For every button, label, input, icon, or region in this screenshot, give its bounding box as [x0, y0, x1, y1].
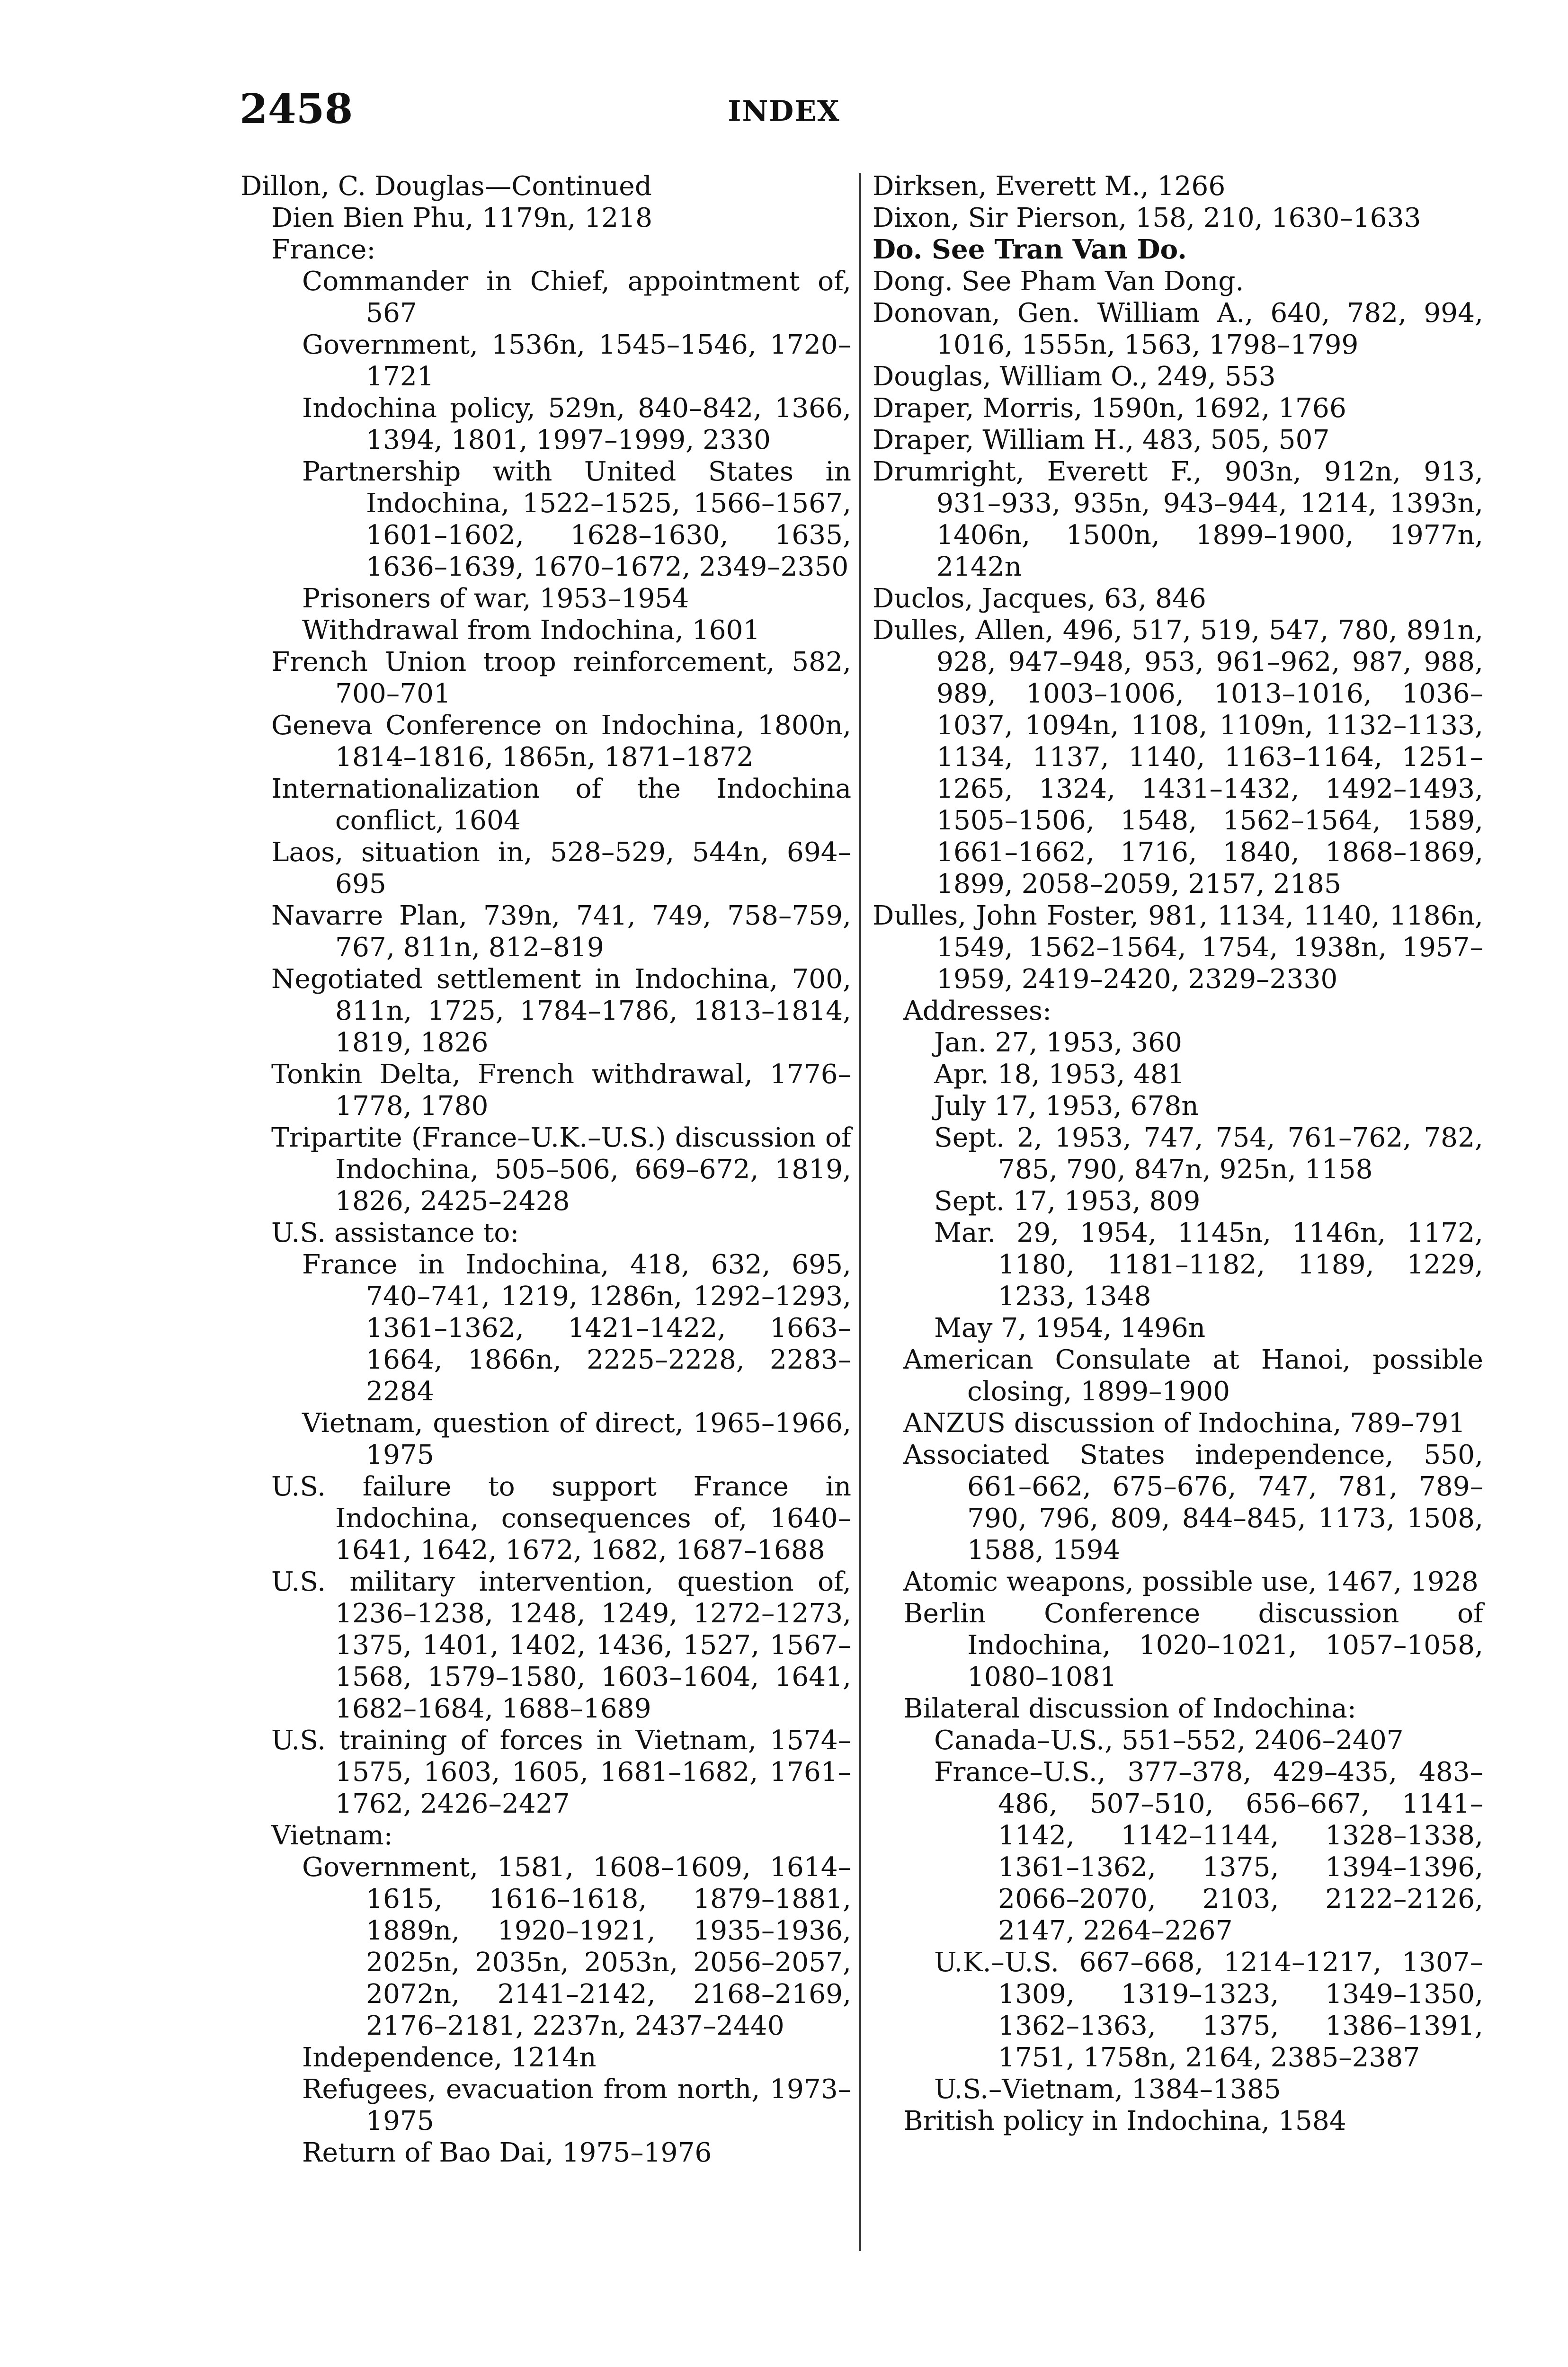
index-entry: Bilateral discussion of Indochina: [903, 1693, 1356, 1724]
index-entry: France–U.S., 377–378, 429–435, 483–486, 507–510, 656–667, 1141–1142, 1142–1144, 1328–1338, 1361–1362, 1375, 1394–1396, 2066–2070, 2103, 2122–2126, 2147, 2264–2267 [934, 1757, 1483, 1946]
index-entry: Dixon, Sir Pierson, 158, 210, 1630–1633 [873, 203, 1421, 233]
index-entry: Duclos, Jacques, 63, 846 [873, 583, 1206, 614]
index-entry: U.S. failure to support France in Indochina, consequences of, 1640–1641, 1642, 1672, 1682, 1687–1688 [271, 1471, 851, 1566]
index-entry: Internationalization of the Indochina conflict, 1604 [271, 774, 851, 836]
index-entry: Vietnam: [271, 1820, 393, 1851]
index-entry: Government, 1536n, 1545–1546, 1720–1721 [302, 329, 851, 392]
index-entry: Tonkin Delta, French withdrawal, 1776–1778, 1780 [271, 1059, 851, 1121]
index-entry: Dillon, C. Douglas—Continued [241, 171, 652, 202]
index-entry: Partnership with United States in Indochina, 1522–1525, 1566–1567, 1601–1602, 1628–1630, 1635, 1636–1639, 1670–1672, 2349–2350 [302, 456, 851, 582]
index-entry: U.S. military intervention, question of, 1236–1238, 1248, 1249, 1272–1273, 1375, 1401, 1402, 1436, 1527, 1567–1568, 1579–1580, 1603–1604, 1641, 1682–1684, 1688–1689 [271, 1566, 851, 1724]
index-entry: Vietnam, question of direct, 1965–1966, 1975 [302, 1408, 851, 1470]
index-entry: Negotiated settlement in Indochina, 700, 811n, 1725, 1784–1786, 1813–1814, 1819, 1826 [271, 964, 851, 1058]
index-entry: Commander in Chief, appointment of, 567 [302, 266, 851, 329]
index-entry: Return of Bao Dai, 1975–1976 [302, 2137, 712, 2168]
index-entry: Sept. 17, 1953, 809 [934, 1186, 1201, 1217]
index-entry: Draper, William H., 483, 505, 507 [873, 425, 1330, 455]
index-entry: Apr. 18, 1953, 481 [934, 1059, 1185, 1090]
index-entry: Withdrawal from Indochina, 1601 [302, 615, 760, 646]
index-entry: France: [271, 234, 376, 265]
index-entry: Dien Bien Phu, 1179n, 1218 [271, 203, 653, 233]
index-entry: Donovan, Gen. William A., 640, 782, 994, 1016, 1555n, 1563, 1798–1799 [873, 298, 1483, 360]
index-entry: Government, 1581, 1608–1609, 1614–1615, 1616–1618, 1879–1881, 1889n, 1920–1921, 1935–1936, 2025n, 2035n, 2053n, 2056–2057, 2072n, 2141–2142, 2168–2169, 2176–2181, 2237n, 2437–2440 [302, 1852, 851, 2041]
index-entry: U.S. training of forces in Vietnam, 1574–1575, 1603, 1605, 1681–1682, 1761–1762, 2426–2427 [271, 1725, 851, 1819]
column-divider [859, 173, 861, 2251]
right-index-column [873, 170, 1483, 2137]
index-entry: U.S.–Vietnam, 1384–1385 [934, 2074, 1281, 2105]
index-entry: Associated States independence, 550, 661–662, 675–676, 747, 781, 789–790, 796, 809, 844–845, 1173, 1508, 1588, 1594 [903, 1440, 1483, 1566]
index-entry: France in Indochina, 418, 632, 695, 740–741, 1219, 1286n, 1292–1293, 1361–1362, 1421–1422, 1663–1664, 1866n, 2225–2228, 2283–2284 [302, 1249, 851, 1407]
index-entry: Refugees, evacuation from north, 1973–1975 [302, 2074, 851, 2136]
index-entry: Atomic weapons, possible use, 1467, 1928 [903, 1566, 1479, 1597]
index-entry: Jan. 27, 1953, 360 [934, 1027, 1183, 1058]
index-entry: U.K.–U.S. 667–668, 1214–1217, 1307–1309, 1319–1323, 1349–1350, 1362–1363, 1375, 1386–1391, 1751, 1758n, 2164, 2385–2387 [934, 1947, 1483, 2073]
index-entry: Do. See Tran Van Do. [873, 234, 1187, 265]
index-entry: July 17, 1953, 678n [934, 1091, 1199, 1121]
index-entry: ANZUS discussion of Indochina, 789–791 [903, 1408, 1466, 1439]
index-entry: Douglas, William O., 249, 553 [873, 361, 1276, 392]
index-entry: American Consulate at Hanoi, possible closing, 1899–1900 [903, 1344, 1483, 1407]
index-entry: British policy in Indochina, 1584 [903, 2106, 1346, 2136]
index-entry: Dong. See Pham Van Dong. [873, 266, 1244, 297]
index-entry: Dulles, Allen, 496, 517, 519, 547, 780, 891n, 928, 947–948, 953, 961–962, 987, 988, 989, 1003–1006, 1013–1016, 1036–1037, 1094n, 1108, 1109n, 1132–1133, 1134, 1137, 1140, 1163–1164, 1251–1265, 1324, 1431–1432, 1492–1493, 1505–1506, 1548, 1562–1564, 1589, 1661–1662, 1716, 1840, 1868–1869, 1899, 2058–2059, 2157, 2185 [873, 615, 1483, 899]
index-entry: Drumright, Everett F., 903n, 912n, 913, 931–933, 935n, 943–944, 1214, 1393n, 1406n, 1500n, 1899–1900, 1977n, 2142n [873, 456, 1483, 582]
left-index-column [241, 170, 851, 2169]
index-entry: Addresses: [903, 996, 1052, 1026]
index-entry: Tripartite (France–U.K.–U.S.) discussion of Indochina, 505–506, 669–672, 1819, 1826, 2425–2428 [271, 1122, 851, 1217]
index-entry: Berlin Conference discussion of Indochina, 1020–1021, 1057–1058, 1080–1081 [903, 1598, 1483, 1692]
index-entry: French Union troop reinforcement, 582, 700–701 [271, 647, 851, 709]
page-title: INDEX [728, 95, 840, 128]
index-entry: Navarre Plan, 739n, 741, 749, 758–759, 767, 811n, 812–819 [271, 900, 851, 963]
index-entry: Indochina policy, 529n, 840–842, 1366, 1394, 1801, 1997–1999, 2330 [302, 393, 851, 455]
index-entry: Dulles, John Foster, 981, 1134, 1140, 1186n, 1549, 1562–1564, 1754, 1938n, 1957–1959, 2419–2420, 2329–2330 [873, 900, 1483, 995]
index-entry: Mar. 29, 1954, 1145n, 1146n, 1172, 1180, 1181–1182, 1189, 1229, 1233, 1348 [934, 1218, 1483, 1312]
index-entry: U.S. assistance to: [271, 1218, 519, 1248]
index-entry: Laos, situation in, 528–529, 544n, 694–695 [271, 837, 851, 899]
index-entry: Independence, 1214n [302, 2042, 597, 2073]
index-entry: Dirksen, Everett M., 1266 [873, 171, 1226, 202]
index-entry: May 7, 1954, 1496n [934, 1313, 1206, 1344]
index-entry: Canada–U.S., 551–552, 2406–2407 [934, 1725, 1404, 1756]
page-number: 2458 [240, 85, 353, 133]
index-entry: Prisoners of war, 1953–1954 [302, 583, 689, 614]
index-entry: Geneva Conference on Indochina, 1800n, 1814–1816, 1865n, 1871–1872 [271, 710, 851, 773]
index-entry: Draper, Morris, 1590n, 1692, 1766 [873, 393, 1346, 424]
index-entry: Sept. 2, 1953, 747, 754, 761–762, 782, 785, 790, 847n, 925n, 1158 [934, 1122, 1483, 1185]
